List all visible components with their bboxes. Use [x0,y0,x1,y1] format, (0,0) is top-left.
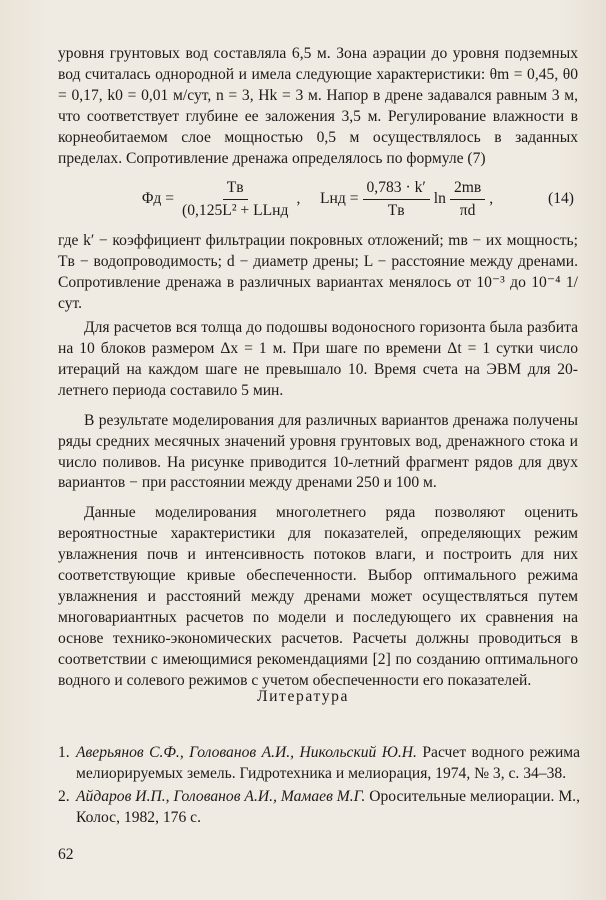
formula-ln: ln [433,189,446,207]
formula-14 [58,171,578,227]
formula-l [320,171,493,227]
reference-authors: Айдаров И.П., Голованов А.И., Мамаев М.Г. [76,787,366,805]
paragraph-4: В результате моделирования для различных вариантов дренажа получены ряды средних месячных значений уровня грунтовых вод, дренажного стока и число поливов. На рисунке приводится 10-летний фрагмент рядов для двух вариантов − при расстоянии между дренами 250 и 100 м. [58,411,578,492]
page-number: 62 [58,846,74,863]
formula-fraction-3 [450,179,485,220]
formula-denominator-2: Tв [387,201,405,219]
equation-number: (14) [548,190,574,208]
reference-item [58,743,580,785]
formula-tail: , [489,189,494,207]
paragraph-5: Данные моделирования многолетнего ряда позволяют оценить вероятностные характеристики для показателей, определяющих режим увлажнения почв и интенсивность потоков влаги, и построить для них соответствующие кривые обеспеченности. Выбор оптимального режима увлажнения и расстояний между дренами может осуществляться путем многовариантных расчетов по модели и последующего их сравнения на основе технико-экономических расчетов. Расчеты должны проводиться в соответствии с имеющимися рекомендациями [2] по созданию оптимального водного и солевого режимов с учетом обеспеченности его показателей. [58,504,578,689]
formula-denominator-1: (0,125L² + LLнд [182,201,289,219]
formula-lhs-phi: Φд = [142,189,175,207]
formula-lhs-l: Lнд = [320,189,359,207]
reference-item [58,787,580,829]
paragraph-2: где k′ − коэффициент фильтрации покровных отложений; mв − их мощность; Tв − водопроводимость; d − диаметр дрены; L − расстояние между дренами. Сопротивление дренажа в различных вариантах менялось от 10⁻³ до 10⁻⁴ 1/сут. [58,232,578,313]
formula-denominator-3: πd [459,201,476,219]
formula-numerator-3: 2mв [450,179,485,200]
reference-number: 1. [58,744,70,761]
formula-separator: , [296,189,301,207]
paragraph-1: уровня грунтовых вод составляла 6,5 м. Зона аэрации до уровня подземных вод считалась однородной и имела следующие характеристики: θm = 0,45, θ0 = 0,17, k0 = 0,01 м/сут, n = 3, Hk = 3 м. Напор в дрене задавался равным 3 м, что соответствует глубине ее заложения 3,5 м. Регулирование влажности в корнеобитаемом слое мощностью 0,5 м осуществлялось в заданных пределах. Сопротивление дренажа определялось по формуле (7) [58,45,578,167]
references-heading: Литература [256,688,350,705]
formula-numerator-2: 0,783 · k′ [363,179,430,200]
reference-text: Оросительные мелиорации. М., Колос, 1982, 176 с. [76,787,580,826]
reference-body [76,787,580,829]
reference-number: 2. [58,787,70,805]
formula-fraction-1 [178,179,292,220]
formula-phi [142,171,300,227]
reference-body [76,743,580,785]
paragraph-3: Для расчетов вся толща до подошвы водоносного горизонта была разбита на 10 блоков размером Δx = 1 м. При шаге по времени Δt = 1 сутки число итераций на каждом шаге не превышало 10. Время счета на ЭВМ для 20-летнего периода составило 5 мин. [58,319,578,399]
formula-fraction-2 [363,179,430,220]
formula-numerator-1: Tв [223,179,248,200]
body-text [58,44,578,691]
reference-text: Расчет водного режима мелиорируемых земель. Гидротехника и мелиорация, 1974, № 3, с. 34–38. [76,744,580,782]
references-list [58,743,580,831]
reference-authors: Аверьянов С.Ф., Голованов А.И., Никольский Ю.Н. [76,744,417,761]
